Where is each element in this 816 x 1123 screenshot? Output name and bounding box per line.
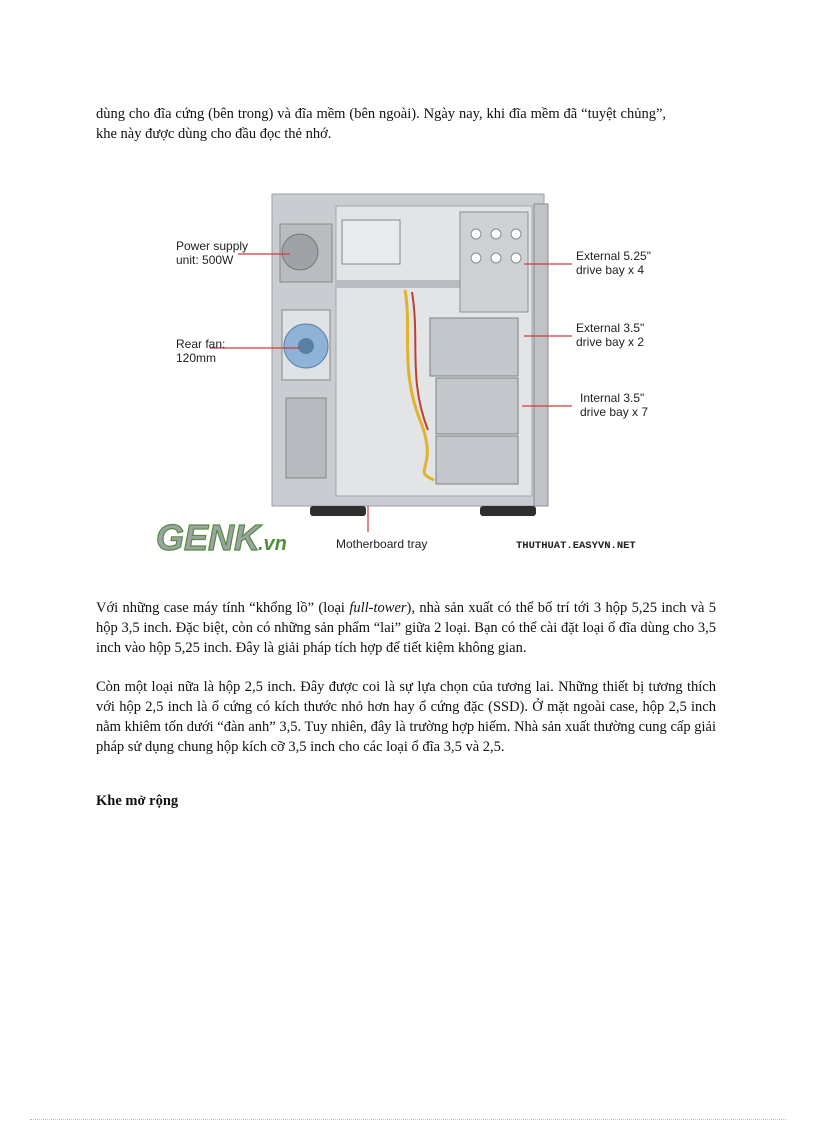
label-psu-line2: unit: 500W [176,253,234,267]
label-ext35-line1: External 3.5" [576,321,645,335]
label-psu-line1: Power supply [176,239,249,253]
label-int35-line2: drive bay x 7 [580,405,649,419]
label-ext525-line2: drive bay x 4 [576,263,645,277]
paragraph-full-tower-emphasis: full-tower [349,600,407,616]
genk-logo [156,517,287,558]
section-heading: Khe mở rộng [96,793,179,809]
pc-case-illustration [150,180,660,560]
label-motherboard-tray: Motherboard tray [336,537,428,551]
pc-case-drawing [272,194,548,516]
label-ext525-line1: External 5.25" [576,249,651,263]
paragraph-2-5-inch: Còn một loại nữa là hộp 2,5 inch. Đây được coi là sự lựa chọn của tương lai. Những thiết bị tương thích với hộp 2,5 inch là ổ cứng có kích thước nhỏ hơn hay ổ cứng đặc (SSD). Ở mặt ngoài case, hộp 2,5 inch nằm khiêm tốn dưới “đàn anh” 3,5. Tuy nhiên, đây là trường hợp hiếm. Nhà sản xuất thường cung cấp giải pháp sử dụng chung hộp kích cỡ 3,5 inch cho các loại ổ đĩa 3,5 và 2,5. [96,679,716,755]
paragraph-full-tower [96,598,716,658]
label-int35-line1: Internal 3.5" [580,391,645,405]
paragraph-full-tower-part2: ), nhà sản xuất có thể bố trí tới 3 hộp 5,25 inch và 5 hộp 3,5 inch. Đặc biệt, còn có những sản phẩm “lai” giữa 2 loại. Bạn có thể cài đặt loại ổ đĩa dùng cho 3,5 inch vào hộp 5,25 inch. Đây là giải pháp tích hợp để tiết kiệm không gian. [96,600,716,656]
logo-main-text: GENK [156,517,261,558]
label-ext35-line2: drive bay x 2 [576,335,645,349]
paragraph-intro: dùng cho đĩa cứng (bên trong) và đĩa mềm (bên ngoài). Ngày nay, khi đĩa mềm đã “tuyệt chủng”, khe này được dùng cho đầu đọc thẻ nhớ. [96,106,666,142]
label-fan-line1: Rear fan: [176,337,226,351]
watermark-text: THUTHUAT.EASYVN.NET [516,540,636,552]
page-footer-divider [30,1119,786,1120]
pc-case-figure [150,180,660,560]
paragraph-full-tower-part1: Với những case máy tính “khổng lồ” (loại [96,600,350,616]
label-fan-line2: 120mm [176,351,217,365]
logo-suffix-text: .vn [258,533,287,555]
